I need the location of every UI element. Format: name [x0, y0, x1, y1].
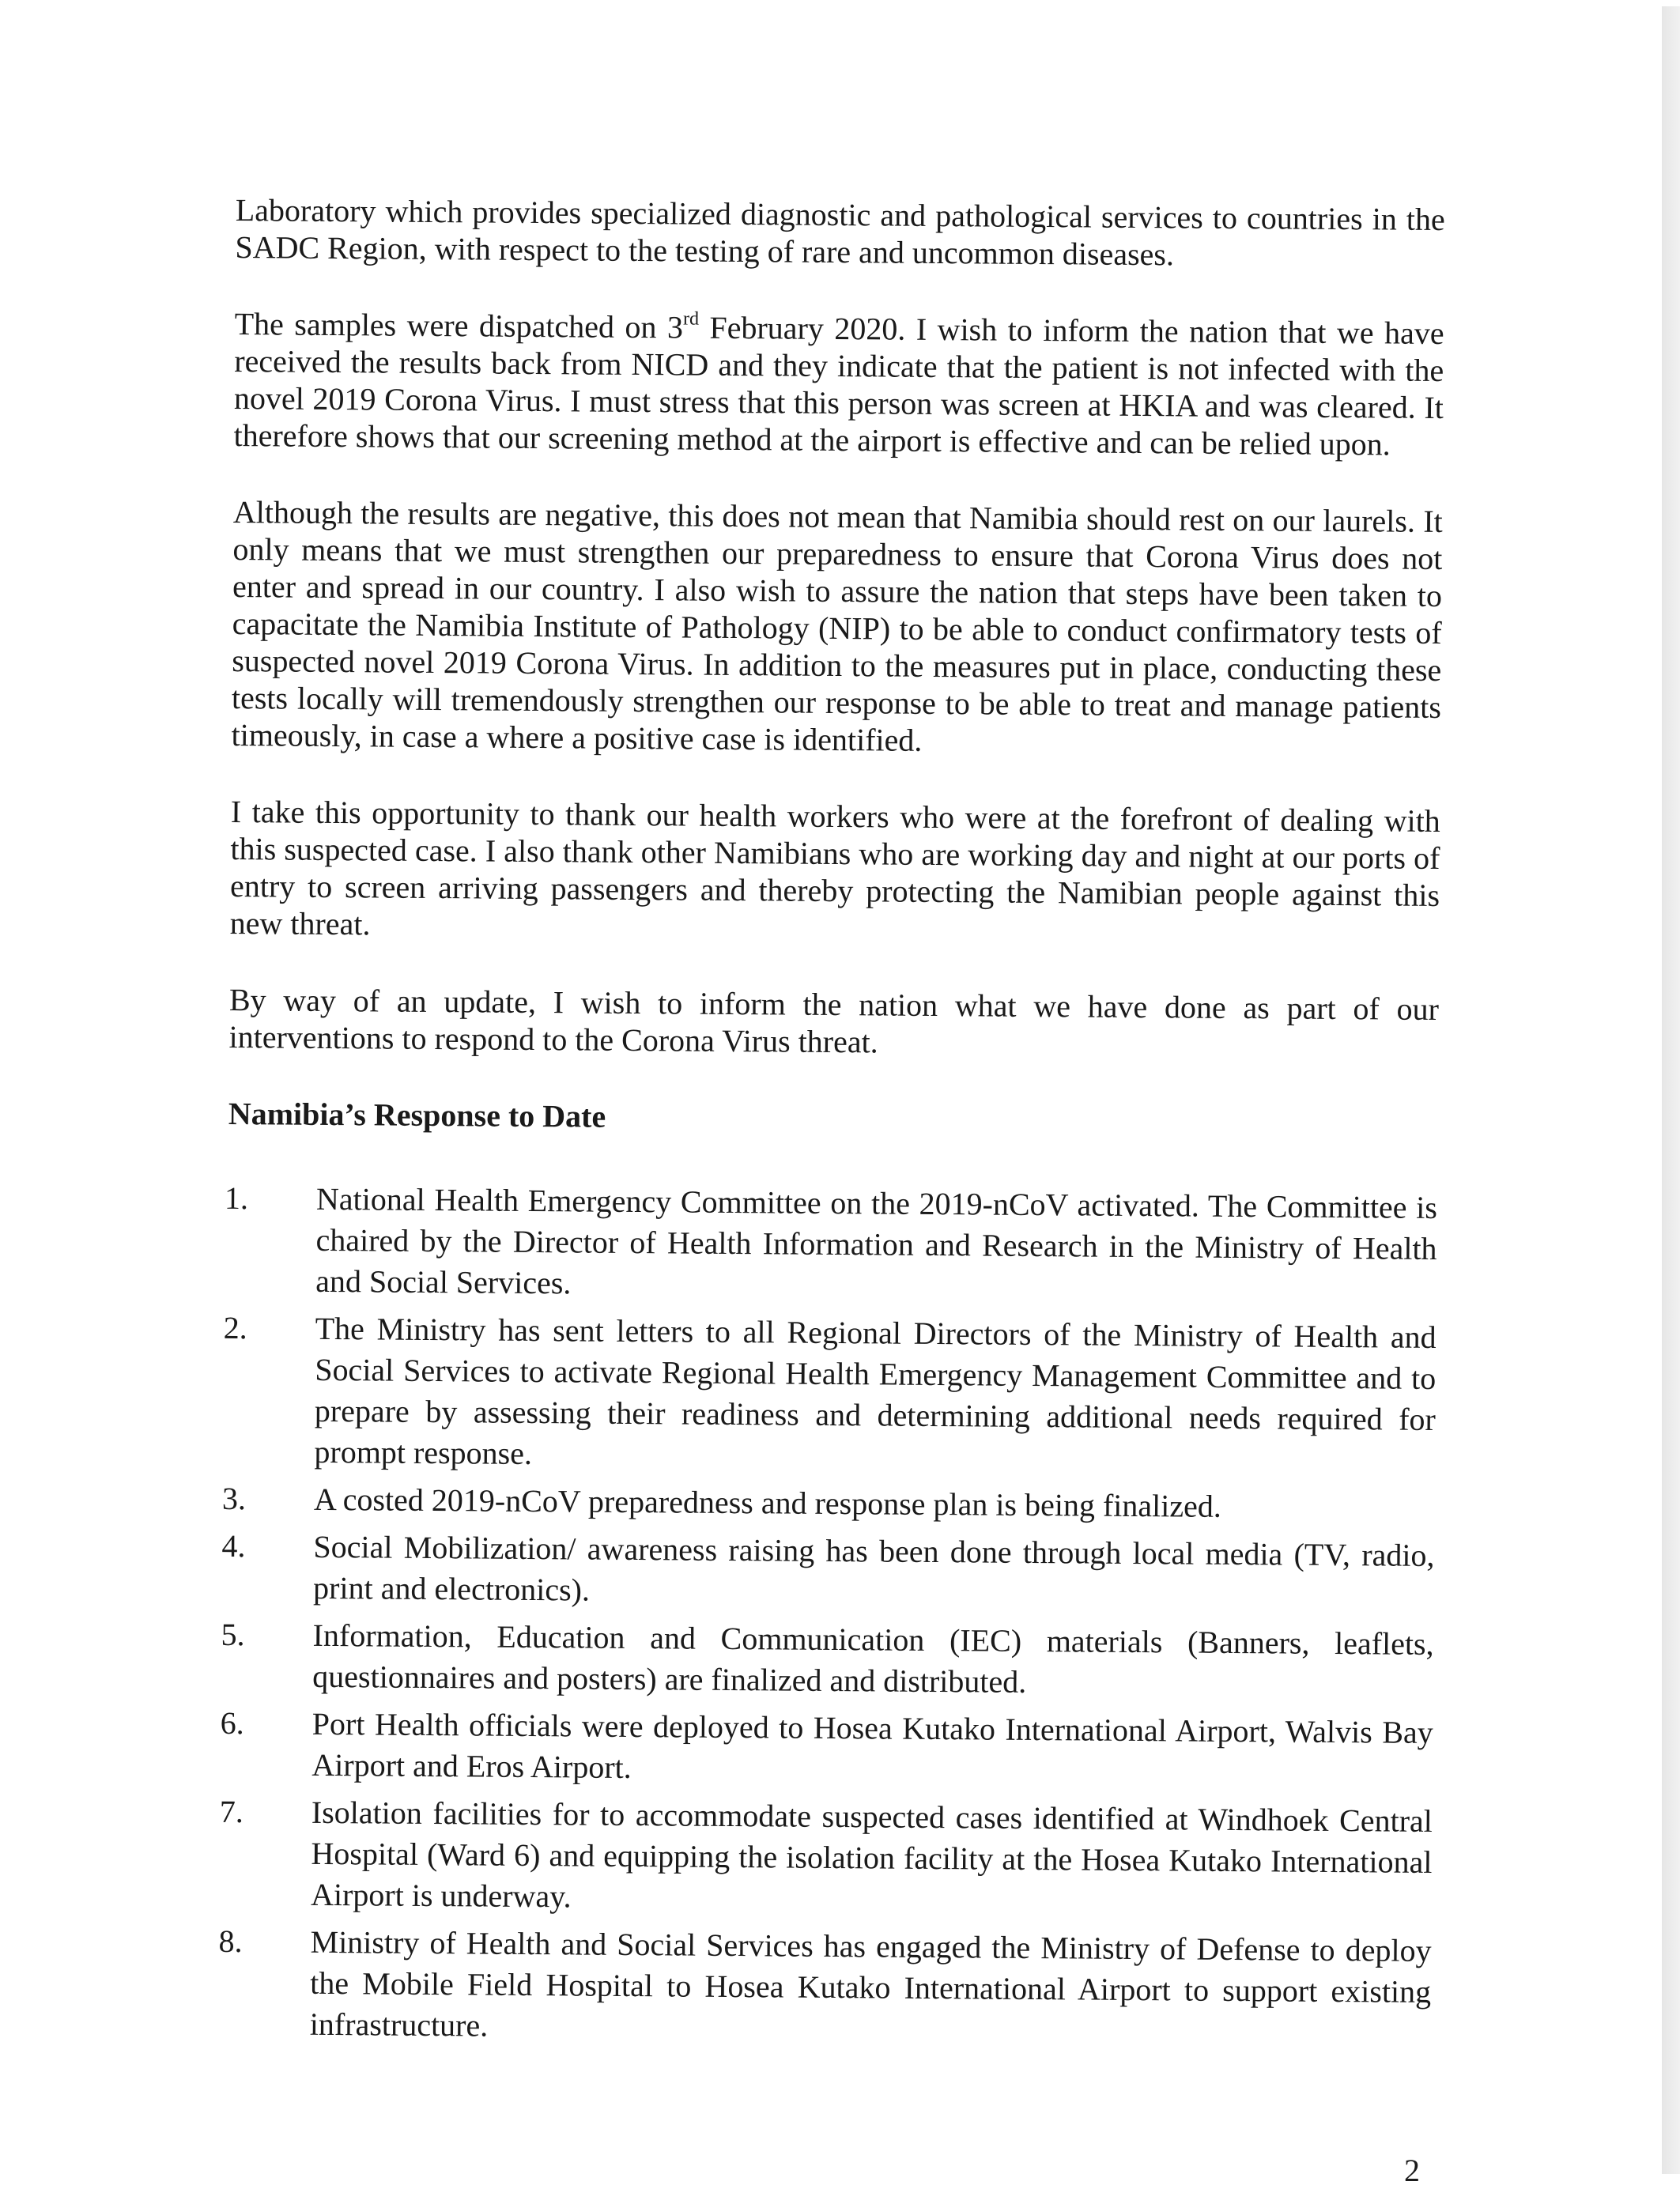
list-number: 8. [218, 1923, 243, 1960]
document-body [218, 191, 1445, 2060]
list-item-text: The Ministry has sent letters to all Regional Directors of the Ministry of Health and Social Services to activate Regional Health Emergency Management Committee and to prepare by assessing their readiness and determining additional needs required for prompt response. [314, 1310, 1436, 1471]
scan-edge-shadow [1662, 6, 1680, 2174]
list-item [221, 1526, 1435, 1617]
list-number: 2. [223, 1309, 247, 1346]
list-item-text: Ministry of Health and Social Services has engaged the Ministry of Defense to deploy the Mobile Field Hospital to Hosea Kutako International Airport to support existing infrastructure. [309, 1923, 1432, 2044]
list-number: 5. [221, 1616, 245, 1653]
list-item [224, 1178, 1438, 1311]
list-item [218, 1921, 1432, 2054]
paragraph-laboratory: Laboratory which provides specialized diagnostic and pathological services to countries in the SADC Region, with respect to the testing of rare and uncommon diseases. [235, 191, 1445, 273]
list-item-text: Isolation facilities for to accommodate suspected cases identified at Windhoek Central Hospital (Ward 6) and equipping the isolation facility at the Hosea Kutako International Airport is underway. [310, 1794, 1433, 1915]
list-number: 1. [224, 1179, 249, 1217]
list-item [221, 1478, 1435, 1529]
list-item-text: National Health Emergency Committee on the 2019-nCoV activated. The Committee is chaired by the Director of Health Information and Research in the Ministry of Health and Social Services. [315, 1180, 1438, 1301]
list-item-text: Information, Education and Communication (IEC) materials (Banners, leaflets, questionnaires and posters) are finalized and distributed. [312, 1617, 1434, 1700]
response-list [218, 1178, 1438, 2054]
paragraph-results-negative: Although the results are negative, this does not mean that Namibia should rest on our laurels. It only means that we must strengthen our preparedness to ensure that Corona Virus does not enter and spread in our country. I also wish to assure the nation that steps have been taken to capacitate the Namibia Institute of Pathology (NIP) to be able to conduct confirmatory tests of suspected novel 2019 Corona Virus. In addition to the measures put in place, conducting these tests locally will tremendously strengthen our response to be able to treat and manage patients timeously, in case a where a positive case is identified. [231, 493, 1443, 758]
paragraph-thanks: I take this opportunity to thank our health workers who were at the forefront of dealing with this suspected case. I also thank other Namibians who are working day and night at our ports of entry to screen arriving passengers and thereby protecting the Namibian people against this new threat. [229, 793, 1440, 942]
section-heading: Namibia’s Response to Date [228, 1095, 606, 1134]
list-item [219, 1791, 1433, 1924]
paragraph-update: By way of an update, I wish to inform the nation what we have done as part of our interventions to respond to the Corona Virus threat. [228, 981, 1440, 1060]
paragraph-text: February 2020. I wish to inform the nation that we have received the results back from NICD and they indicate that the patient is not infected with the novel 2019 Corona Virus. I must stress that this person was screen at HKIA and was cleared. It therefore shows that our screening method at the airport is effective and can be relied upon. [233, 309, 1444, 462]
list-item [225, 1308, 1436, 1481]
list-number: 4. [221, 1527, 246, 1564]
list-item [220, 1703, 1433, 1795]
list-item-text: Port Health officials were deployed to Hosea Kutako International Airport, Walvis Bay Airport and Eros Airport. [311, 1705, 1433, 1785]
list-item-text: Social Mobilization/ awareness raising has been done through local media (TV, radio, print and electronics). [312, 1528, 1435, 1608]
list-number: 6. [220, 1704, 244, 1742]
page-number: 2 [1404, 2153, 1420, 2188]
list-number: 7. [219, 1793, 244, 1830]
ordinal-suffix: rd [682, 308, 700, 330]
list-item [221, 1614, 1434, 1706]
paragraph-text: The samples were dispatched on 3 [234, 305, 684, 345]
paragraph-samples-dispatched [233, 305, 1444, 463]
list-item-text: A costed 2019-nCoV preparedness and response plan is being finalized. [313, 1481, 1222, 1524]
list-number: 3. [221, 1480, 247, 1517]
